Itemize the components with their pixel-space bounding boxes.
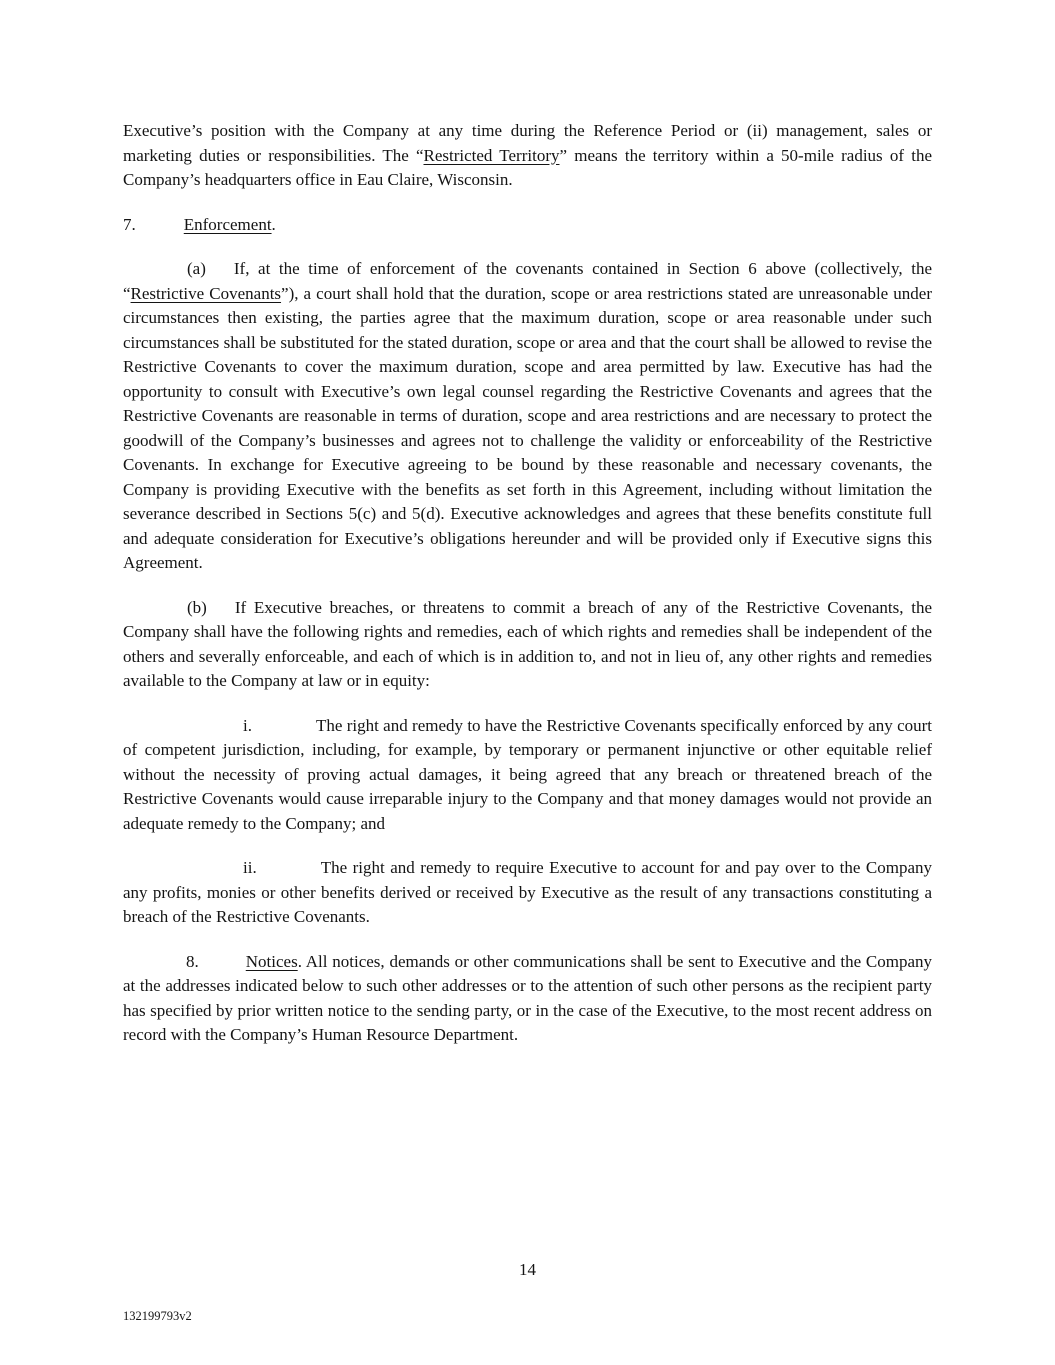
paragraph-7a: (a) If, at the time of enforcement of the covenants contained in Section 6 above (collectively, the “Restrictive Covenants”), a court shall hold that the duration, scope or area restrictions stated are unreasonable under circumstances then existing, the parties agree that the maximum duration, scope or area reasonable under such circumstances shall be substituted for the stated duration, scope or area and that the court shall be allowed to revise the Restrictive Covenants to cover the maximum duration, scope and area permitted by law. Executive has had the opportunity to consult with Executive’s own legal counsel regarding the Restrictive Covenants and agrees that the Restrictive Covenants are reasonable in terms of duration, scope and area restrictions and are necessary to protect the goodwill of the Company’s businesses and agrees not to challenge the validity or enforceability of the Restrictive Covenants. In exchange for Executive agreeing to be bound by these reasonable and necessary covenants, the Company is providing Executive with the benefits as set forth in this Agreement, including without limitation the severance described in Sections 5(c) and 5(d). Executive acknowledges and agrees that these benefits constitute full and adequate consideration for Executive’s obligations hereunder and will be provided only if Executive signs this Agreement. [123,259,932,572]
paragraph-7b-ii: ii. The right and remedy to require Executive to account for and pay over to the Company any profits, monies or other benefits derived or received by Executive as the result of any transactions constituting a breach of the Restrictive Covenants. [123,858,932,926]
paragraph-8-notices: 8. Notices. All notices, demands or other communications shall be sent to Executive and the Company at the addresses indicated below to such other addresses or to the attention of such other persons as the recipient party has specified by prior written notice to the sending party, or in the case of the Executive, to the most recent address on record with the Company’s Human Resource Department. [123,951,932,1044]
section-7-heading-enforcement: 7. Enforcement. [123,214,276,234]
paragraph-7b: (b) If Executive breaches, or threatens to commit a breach of any of the Restrictive Covenants, the Company shall have the following rights and remedies, each of which rights and remedies shall be independent of the others and severally enforceable, and each of which is in addition to, and not in lieu of, any other rights and remedies available to the Company at law or in equity: [123,597,932,690]
page-number: 14 [519,1259,536,1279]
document-id-footer: 132199793v2 [123,1309,192,1323]
paragraph-7b-i: i. The right and remedy to have the Restrictive Covenants specifically enforced by any court of competent jurisdiction, including, for example, by temporary or permanent injunctive or other equitable relief without the necessity of proving actual damages, it being agreed that any breach or threatened breach of the Restrictive Covenants would cause irreparable injury to the Company and that money damages would not provide an adequate remedy to the Company; and [123,715,932,833]
paragraph-restricted-territory-continuation: Executive’s position with the Company at any time during the Reference Period or (ii) management, sales or marketing duties or responsibilities. The “Restricted Territory” means the territory within a 50-mile radius of the Company’s headquarters office in Eau Claire, Wisconsin. [123,121,932,189]
